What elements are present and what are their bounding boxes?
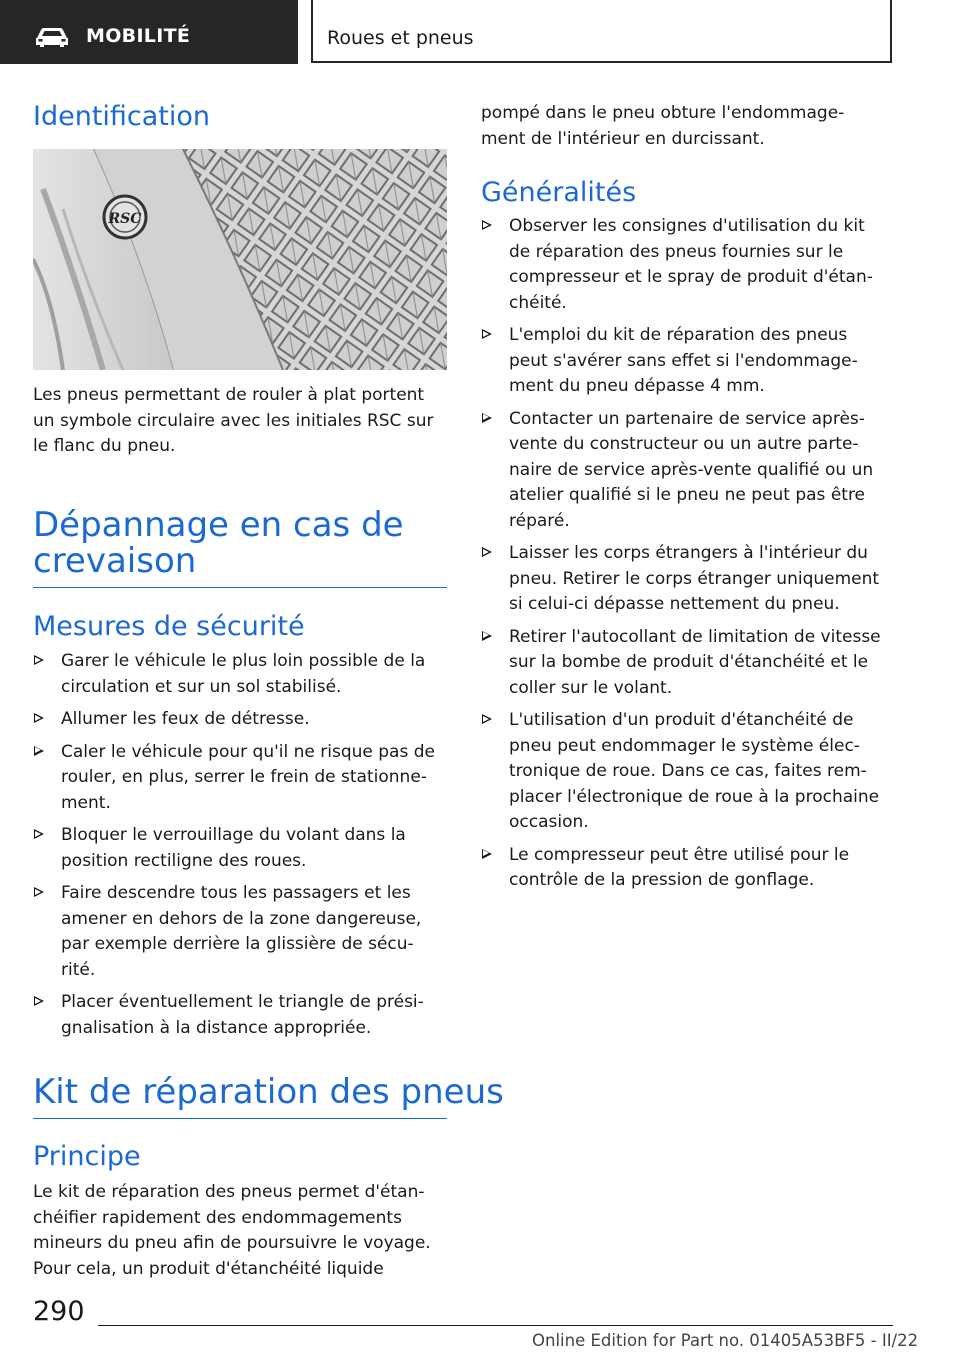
chapter-label: Roues et pneus (327, 27, 474, 49)
text-line: Le kit de réparation des pneus permet d'étan- (33, 1182, 425, 1202)
triangle-bullet-icon (34, 746, 44, 756)
text-line: chéité. (509, 292, 567, 313)
heading-line: Dépannage en cas de (33, 505, 404, 545)
text-line: un symbole circulaire avec les initiales RSC sur (33, 410, 434, 431)
mesures-list (33, 649, 447, 1041)
list-item (481, 708, 891, 836)
text-line: mineurs du pneu afin de poursuivre le voyage. (33, 1233, 431, 1253)
text-line: coller sur le volant. (509, 677, 673, 698)
text-line: amener en dehors de la zone dangereuse, (61, 908, 422, 929)
text-line: occasion. (509, 812, 589, 832)
page-number: 290 (33, 1296, 85, 1327)
triangle-bullet-icon (34, 655, 44, 665)
triangle-bullet-icon (34, 713, 44, 723)
text-line: gnalisation à la distance appropriée. (61, 1017, 372, 1038)
section-rule (33, 1118, 447, 1119)
kit-heading: Kit de réparation des pneus (33, 1072, 504, 1112)
principe-heading: Principe (33, 1141, 141, 1172)
text-line: chéifier rapidement des endommagements (33, 1207, 402, 1228)
triangle-bullet-icon (482, 413, 492, 423)
text-line: Faire descendre tous les passagers et les (61, 883, 411, 903)
text-line: contrôle de la pression de gonflage. (509, 870, 815, 890)
text-line: Le compresseur peut être utilisé pour le (509, 844, 850, 865)
triangle-bullet-icon (34, 996, 44, 1006)
mesures-heading: Mesures de sécurité (33, 611, 305, 642)
text-line: Pour cela, un produit d'étanchéité liquide (33, 1258, 384, 1279)
text-line: sur la bombe de produit d'étanchéité et le (509, 652, 869, 672)
text-line: rité. (61, 959, 96, 980)
list-item (33, 649, 447, 700)
text-line: Caler le véhicule pour qu'il ne risque pas de (61, 741, 435, 762)
list-item (481, 541, 891, 618)
text-line: naire de service après-vente qualifié ou un (509, 459, 874, 480)
triangle-bullet-icon (482, 329, 492, 339)
identification-heading: Identification (33, 101, 211, 132)
text-line: Contacter un partenaire de service après- (509, 408, 865, 429)
triangle-bullet-icon (34, 829, 44, 839)
principe-paragraph (33, 1180, 447, 1282)
triangle-bullet-icon (482, 547, 492, 557)
list-item (481, 625, 891, 702)
text-line: Observer les consignes d'utilisation du kit (509, 216, 865, 236)
text-line: si celui-ci dépasse nettement du pneu. (509, 594, 840, 614)
text-line: Les pneus permettant de rouler à plat portent (33, 385, 425, 405)
identification-paragraph (33, 383, 447, 460)
section-rule (33, 587, 447, 588)
generalites-list (481, 214, 891, 894)
triangle-bullet-icon (482, 849, 492, 859)
list-item (33, 740, 447, 817)
list-item (481, 407, 891, 535)
text-line: de réparation des pneus fournies sur le (509, 241, 844, 262)
text-line: Garer le véhicule le plus loin possible de la (61, 651, 426, 671)
list-item (481, 323, 891, 400)
text-line: Allumer les feux de détresse. (61, 709, 310, 729)
list-item (33, 823, 447, 874)
text-line: Placer éventuellement le triangle de prési- (61, 992, 424, 1012)
section-tab (0, 0, 298, 64)
car-icon (34, 26, 70, 48)
rsc-logo-text: RSC (108, 211, 142, 227)
triangle-bullet-icon (482, 714, 492, 724)
text-line: réparé. (509, 510, 570, 531)
edition-note: Online Edition for Part no. 01405A53BF5 - II/22 (532, 1331, 919, 1350)
text-line: le flanc du pneu. (33, 436, 176, 456)
text-line: pompé dans le pneu obture l'endommage- (481, 103, 845, 123)
text-line: vente du constructeur ou un autre parte- (509, 434, 859, 454)
section-label: MOBILITÉ (86, 25, 191, 47)
triangle-bullet-icon (34, 887, 44, 897)
text-line: circulation et sur un sol stabilisé. (61, 676, 342, 697)
heading-line: crevaison (33, 541, 197, 581)
footer-rule (98, 1325, 893, 1326)
text-line: tronique de roue. Dans ce cas, faites rem- (509, 761, 867, 781)
text-line: ment. (61, 792, 111, 813)
list-item (33, 707, 447, 733)
depannage-heading (33, 507, 404, 579)
text-line: L'utilisation d'un produit d'étanchéité de (509, 710, 854, 730)
text-line: pneu peut endommager le système élec- (509, 735, 860, 756)
chapter-box (311, 0, 892, 63)
text-line: rouler, en plus, serrer le frein de stationne- (61, 767, 427, 787)
text-line: atelier qualifié si le pneu ne peut pas être (509, 485, 866, 505)
rsc-tire-illustration (33, 149, 447, 370)
list-item (481, 843, 891, 894)
text-line: position rectiligne des roues. (61, 850, 307, 871)
list-item (481, 214, 891, 316)
text-line: compresseur et le spray de produit d'étan- (509, 267, 873, 287)
text-line: L'emploi du kit de réparation des pneus (509, 325, 848, 345)
page-header (0, 0, 960, 66)
text-line: Retirer l'autocollant de limitation de vitesse (509, 626, 881, 647)
text-line: ment de l'intérieur en durcissant. (481, 128, 765, 149)
continuation-paragraph (481, 101, 891, 152)
text-line: Bloquer le verrouillage du volant dans la (61, 825, 406, 845)
text-line: pneu. Retirer le corps étranger uniquement (509, 568, 880, 589)
list-item (33, 990, 447, 1041)
triangle-bullet-icon (482, 631, 492, 641)
triangle-bullet-icon (482, 220, 492, 230)
text-line: par exemple derrière la glissière de sécu- (61, 934, 414, 954)
generalites-heading: Généralités (481, 177, 637, 208)
list-item (33, 881, 447, 983)
text-line: ment du pneu dépasse 4 mm. (509, 376, 765, 396)
text-line: placer l'électronique de roue à la prochaine (509, 786, 880, 807)
text-line: Laisser les corps étrangers à l'intérieur du (509, 543, 868, 563)
text-line: peut s'avérer sans effet si l'endommage- (509, 350, 858, 371)
